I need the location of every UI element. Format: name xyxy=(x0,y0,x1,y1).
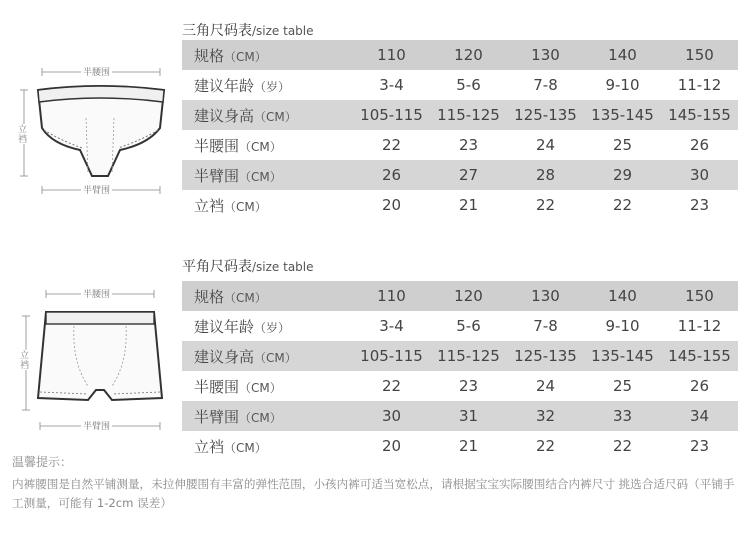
triangle-section-title xyxy=(182,20,314,40)
table-cell: 28 xyxy=(507,160,584,190)
boxer-title-en: /size table xyxy=(252,260,314,274)
table-cell: 140 xyxy=(584,281,661,311)
table-row xyxy=(182,160,738,190)
table-cell: 5-6 xyxy=(456,76,481,94)
table-cell: 5-6 xyxy=(456,317,481,335)
row-label: 建议身高（CM） xyxy=(182,100,353,130)
table-row xyxy=(182,401,738,431)
table-cell: 23 xyxy=(458,377,479,395)
table-cell: 26 xyxy=(353,160,430,190)
row-label: 建议身高（CM） xyxy=(182,341,353,371)
table-cell: 24 xyxy=(535,136,556,154)
table-cell: 22 xyxy=(381,377,402,395)
table-cell: 130 xyxy=(507,40,584,70)
boxer-diagram xyxy=(8,282,180,440)
notes-title: 温馨提示： xyxy=(12,455,73,469)
table-cell: 145-155 xyxy=(661,100,738,130)
table-cell: 21 xyxy=(458,437,479,455)
row-label: 立裆（CM） xyxy=(194,437,267,456)
table-cell: 20 xyxy=(381,196,402,214)
row-label: 半臂围（CM） xyxy=(182,401,353,431)
table-cell: 22 xyxy=(612,196,633,214)
table-cell: 33 xyxy=(584,401,661,431)
table-cell: 7-8 xyxy=(533,76,558,94)
table-cell: 105-115 xyxy=(353,341,430,371)
table-cell: 34 xyxy=(661,401,738,431)
row-label: 规格（CM） xyxy=(182,281,353,311)
triangle-brief-diagram xyxy=(8,58,180,208)
row-label: 建议年龄（岁） xyxy=(194,76,291,95)
table-cell: 110 xyxy=(353,40,430,70)
table-cell: 125-135 xyxy=(507,341,584,371)
table-cell: 22 xyxy=(535,437,556,455)
table-cell: 29 xyxy=(584,160,661,190)
notes-body: 内裤腰围是自然平铺测量，未拉伸腰围有丰富的弹性范围，小孩内裤可适当宽松点，请根据宝宝实际腰围结合内裤尺寸 挑选合适尺码（平铺手工测量，可能有 1-2cm 误差） xyxy=(12,477,735,510)
table-row xyxy=(182,281,738,311)
table-cell: 105-115 xyxy=(353,100,430,130)
table-row xyxy=(182,40,738,70)
table-cell: 3-4 xyxy=(379,317,404,335)
row-label: 半臂围（CM） xyxy=(182,160,353,190)
row-label: 半腰围（CM） xyxy=(194,136,282,155)
table-cell: 21 xyxy=(458,196,479,214)
boxer-waist-label: 半腰围 xyxy=(81,287,112,300)
table-cell: 27 xyxy=(430,160,507,190)
table-cell: 25 xyxy=(612,377,633,395)
table-cell: 23 xyxy=(689,196,710,214)
boxer-section-title xyxy=(182,256,314,276)
table-cell: 23 xyxy=(458,136,479,154)
table-row xyxy=(182,371,738,401)
row-label: 建议年龄（岁） xyxy=(194,317,291,336)
table-cell: 11-12 xyxy=(677,317,722,335)
table-cell: 31 xyxy=(430,401,507,431)
table-cell: 20 xyxy=(381,437,402,455)
table-cell: 23 xyxy=(689,437,710,455)
table-cell: 140 xyxy=(584,40,661,70)
triangle-rise-label: 立裆 xyxy=(13,124,30,144)
table-cell: 150 xyxy=(661,281,738,311)
table-cell: 115-125 xyxy=(430,341,507,371)
table-cell: 110 xyxy=(353,281,430,311)
table-cell: 22 xyxy=(381,136,402,154)
table-row xyxy=(182,100,738,130)
table-row xyxy=(182,341,738,371)
table-cell: 150 xyxy=(661,40,738,70)
triangle-title-cn: 三角尺码表 xyxy=(182,23,252,39)
table-cell: 3-4 xyxy=(379,76,404,94)
row-label: 半腰围（CM） xyxy=(194,377,282,396)
table-row xyxy=(182,190,738,220)
table-cell: 25 xyxy=(612,136,633,154)
table-cell: 26 xyxy=(689,136,710,154)
table-cell: 120 xyxy=(430,40,507,70)
table-row xyxy=(182,311,738,341)
table-cell: 120 xyxy=(430,281,507,311)
boxer-rise-label: 立裆 xyxy=(15,350,32,370)
triangle-title-en: /size table xyxy=(252,24,314,38)
table-cell: 9-10 xyxy=(605,76,640,94)
boxer-title-cn: 平角尺码表 xyxy=(182,259,252,275)
table-cell: 145-155 xyxy=(661,341,738,371)
triangle-thigh-label: 半臂围 xyxy=(81,183,112,196)
table-row xyxy=(182,130,738,160)
table-cell: 125-135 xyxy=(507,100,584,130)
table-cell: 9-10 xyxy=(605,317,640,335)
table-row xyxy=(182,70,738,100)
table-cell: 7-8 xyxy=(533,317,558,335)
table-cell: 130 xyxy=(507,281,584,311)
table-cell: 32 xyxy=(507,401,584,431)
table-cell: 22 xyxy=(612,437,633,455)
table-cell: 11-12 xyxy=(677,76,722,94)
table-cell: 135-145 xyxy=(584,100,661,130)
table-cell: 24 xyxy=(535,377,556,395)
row-label: 立裆（CM） xyxy=(194,196,267,215)
boxer-thigh-label: 半臂围 xyxy=(81,419,112,432)
table-row xyxy=(182,431,738,461)
table-cell: 30 xyxy=(353,401,430,431)
boxer-illustration xyxy=(8,282,180,440)
table-cell: 135-145 xyxy=(584,341,661,371)
table-cell: 115-125 xyxy=(430,100,507,130)
row-label: 规格（CM） xyxy=(182,40,353,70)
table-cell: 22 xyxy=(535,196,556,214)
boxer-size-table xyxy=(182,281,738,461)
triangle-size-table xyxy=(182,40,738,220)
table-cell: 30 xyxy=(661,160,738,190)
triangle-waist-label: 半腰围 xyxy=(81,65,112,78)
table-cell: 26 xyxy=(689,377,710,395)
